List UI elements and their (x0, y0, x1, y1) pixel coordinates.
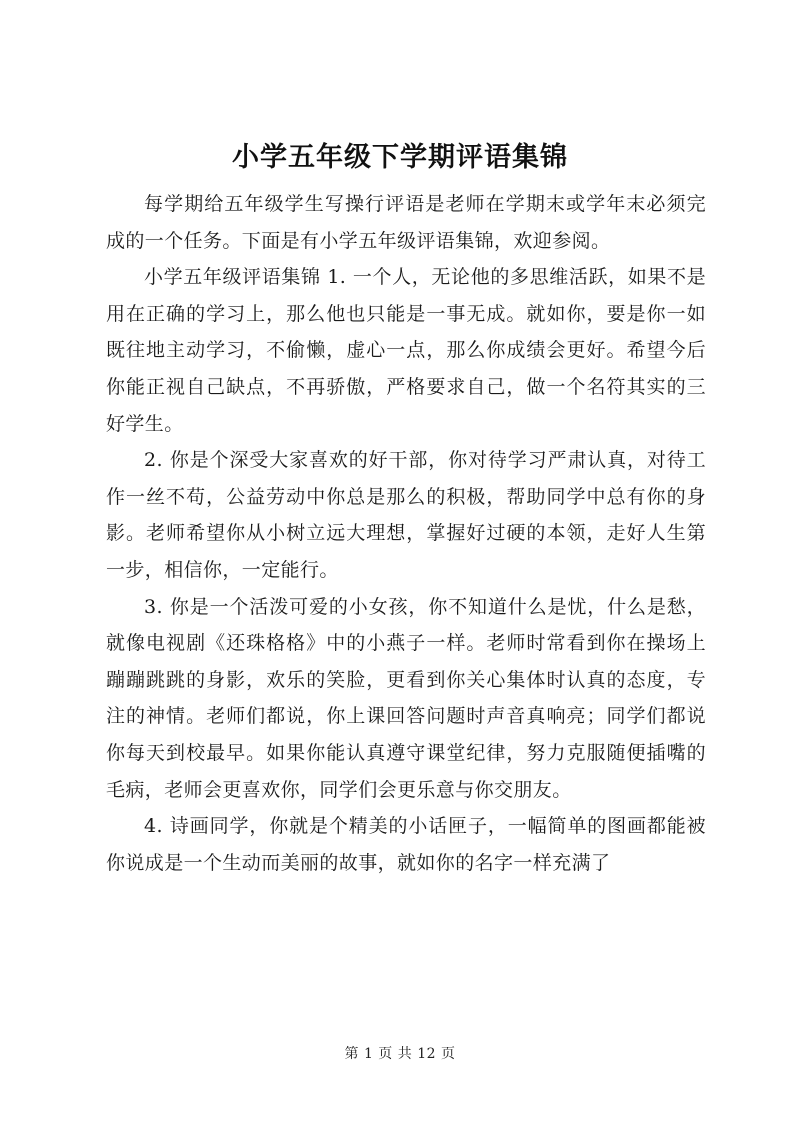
paragraph-comment-3: 3. 你是一个活泼可爱的小女孩，你不知道什么是忧，什么是愁，就像电视剧《还珠格格》中的小燕子一样。老师时常看到你在操场上蹦蹦跳跳的身影，欢乐的笑脸，更看到你关心集体时认真的态度，专注的神情。老师们都说，你上课回答问题时声音真响亮；同学们都说你每天到校最早。如果你能认真遵守课堂纪律，努力克服随便插嘴的毛病，老师会更喜欢你，同学们会更乐意与你交朋友。 (106, 595, 706, 801)
document-body (106, 186, 706, 881)
document-title: 小学五年级下学期评语集锦 (232, 142, 568, 173)
paragraph-intro: 每学期给五年级学生写操行评语是老师在学期末或学年末必须完成的一个任务。下面是有小学五年级评语集锦，欢迎参阅。 (106, 193, 706, 252)
paragraph-comment-4: 4. 诗画同学，你就是个精美的小话匣子，一幅简单的图画都能被你说成是一个生动而美丽的故事，就如你的名字一样充满了 (106, 815, 706, 874)
page-footer: 第 1 页 共 12 页 (344, 1046, 456, 1062)
paragraph-comment-2: 2. 你是个深受大家喜欢的好干部，你对待学习严肃认真，对待工作一丝不苟，公益劳动中你总是那么的积极，帮助同学中总有你的身影。老师希望你从小树立远大理想，掌握好过硬的本领，走好人生第一步，相信你，一定能行。 (106, 449, 706, 581)
paragraph-comment-1: 小学五年级评语集锦 1. 一个人，无论他的多思维活跃，如果不是用在正确的学习上，那么他也只能是一事无成。就如你，要是你一如既往地主动学习，不偷懒，虚心一点，那么你成绩会更好。希望今后你能正视自己缺点，不再骄傲，严格要求自己，做一个名符其实的三好学生。 (106, 266, 706, 435)
